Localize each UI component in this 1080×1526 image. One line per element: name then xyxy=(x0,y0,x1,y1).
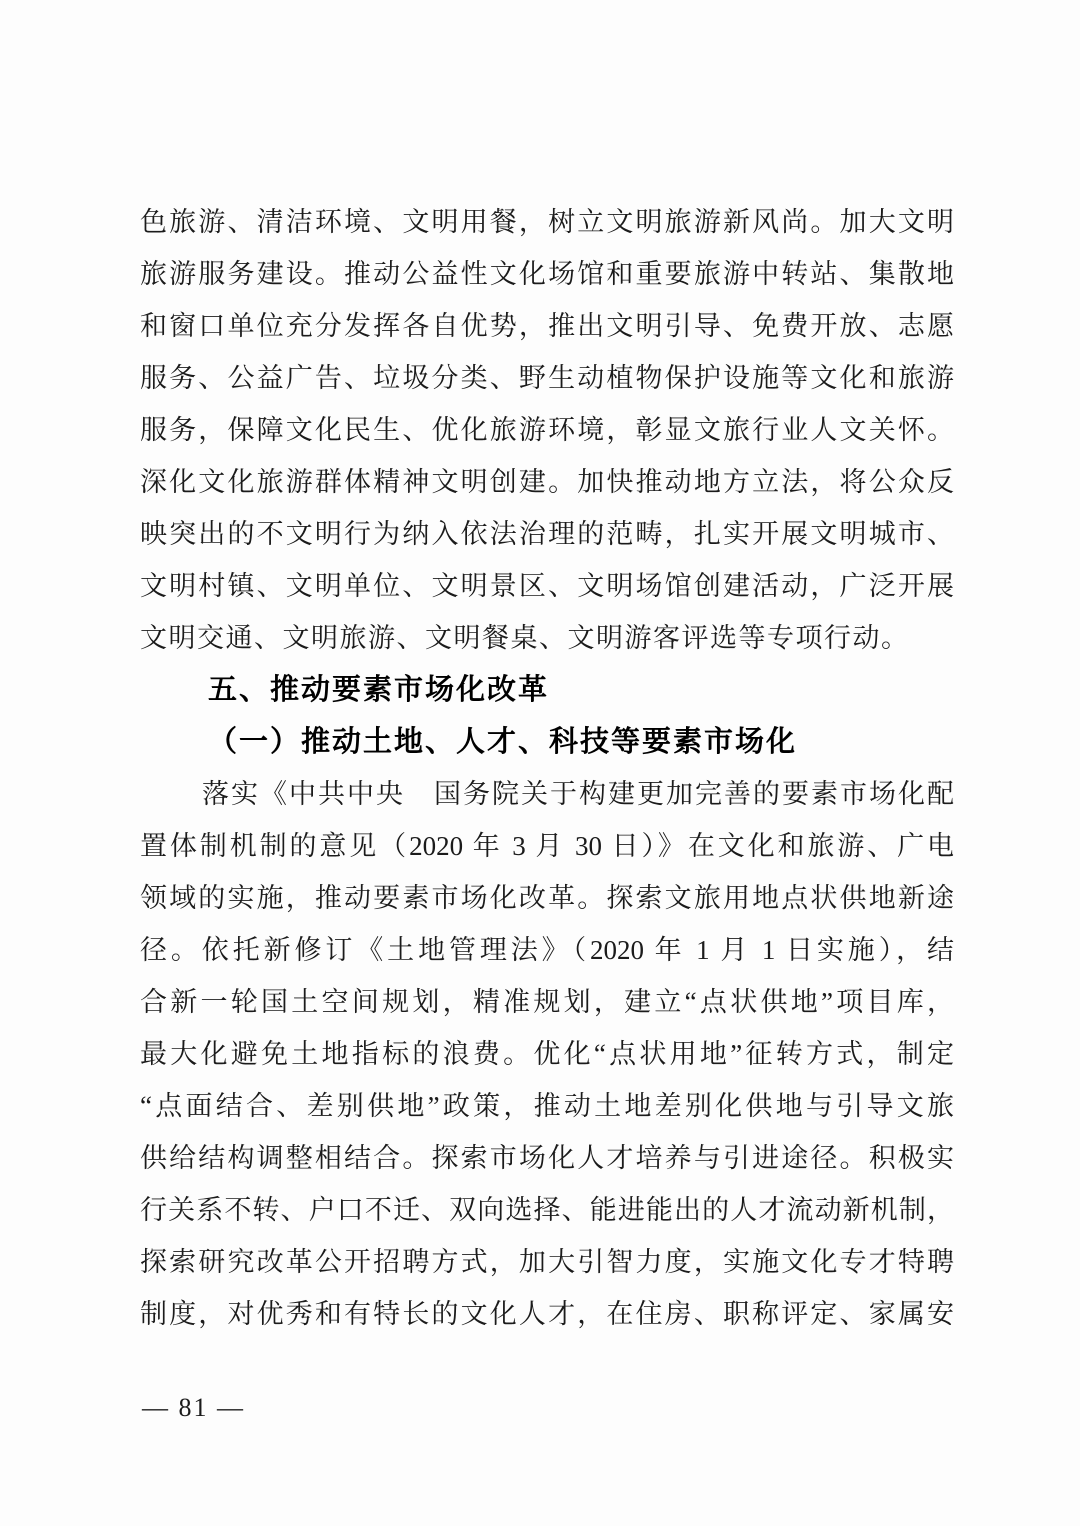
text-line: 深化文化旅游群体精神文明创建。加快推动地方立法，将公众反 xyxy=(140,467,954,497)
text-line: 合新一轮国土空间规划，精准规划，建立“点状供地”项目库， xyxy=(140,987,954,1017)
text-line: 供给结构调整相结合。探索市场化人才培养与引进途径。积极实 xyxy=(140,1143,954,1173)
section-heading: 五、推动要素市场化改革 xyxy=(208,674,550,706)
text-line: 服务，保障文化民生、优化旅游环境，彰显文旅行业人文关怀。 xyxy=(140,415,954,445)
text-line: 置体制机制的意见（2020 年 3 月 30 日）》在文化和旅游、广电 xyxy=(140,831,954,861)
text-line: 旅游服务建设。推动公益性文化场馆和重要旅游中转站、集散地 xyxy=(140,259,954,289)
text-line: 文明交通、文明旅游、文明餐桌、文明游客评选等专项行动。 xyxy=(140,623,910,653)
text-line: 色旅游、清洁环境、文明用餐，树立文明旅游新风尚。加大文明 xyxy=(140,207,954,237)
document-body xyxy=(140,196,954,1340)
text-line: 最大化避免土地指标的浪费。优化“点状用地”征转方式，制定 xyxy=(140,1039,954,1069)
text-line: 和窗口单位充分发挥各自优势，推出文明引导、免费开放、志愿 xyxy=(140,311,954,341)
text-line: 文明村镇、文明单位、文明景区、文明场馆创建活动，广泛开展 xyxy=(140,571,954,601)
text-line: “点面结合、差别供地”政策，推动土地差别化供地与引导文旅 xyxy=(140,1091,954,1121)
text-line: 行关系不转、户口不迁、双向选择、能进能出的人才流动新机制， xyxy=(140,1195,954,1225)
text-line: 径。依托新修订《土地管理法》（2020 年 1 月 1 日实施），结 xyxy=(140,935,954,965)
text-line: 领域的实施，推动要素市场化改革。探索文旅用地点状供地新途 xyxy=(140,883,954,913)
text-line: 服务、公益广告、垃圾分类、野生动植物保护设施等文化和旅游 xyxy=(140,363,954,393)
subsection-heading: （一）推动土地、人才、科技等要素市场化 xyxy=(208,726,798,758)
text-line: 落实《中共中央 国务院关于构建更加完善的要素市场化配 xyxy=(202,779,954,809)
text-line: 制度，对优秀和有特长的文化人才，在住房、职称评定、家属安 xyxy=(140,1299,954,1329)
page-number: — 81 — xyxy=(142,1393,245,1422)
text-line: 探索研究改革公开招聘方式，加大引智力度，实施文化专才特聘 xyxy=(140,1247,954,1277)
text-line: 映突出的不文明行为纳入依法治理的范畴，扎实开展文明城市、 xyxy=(140,519,954,549)
